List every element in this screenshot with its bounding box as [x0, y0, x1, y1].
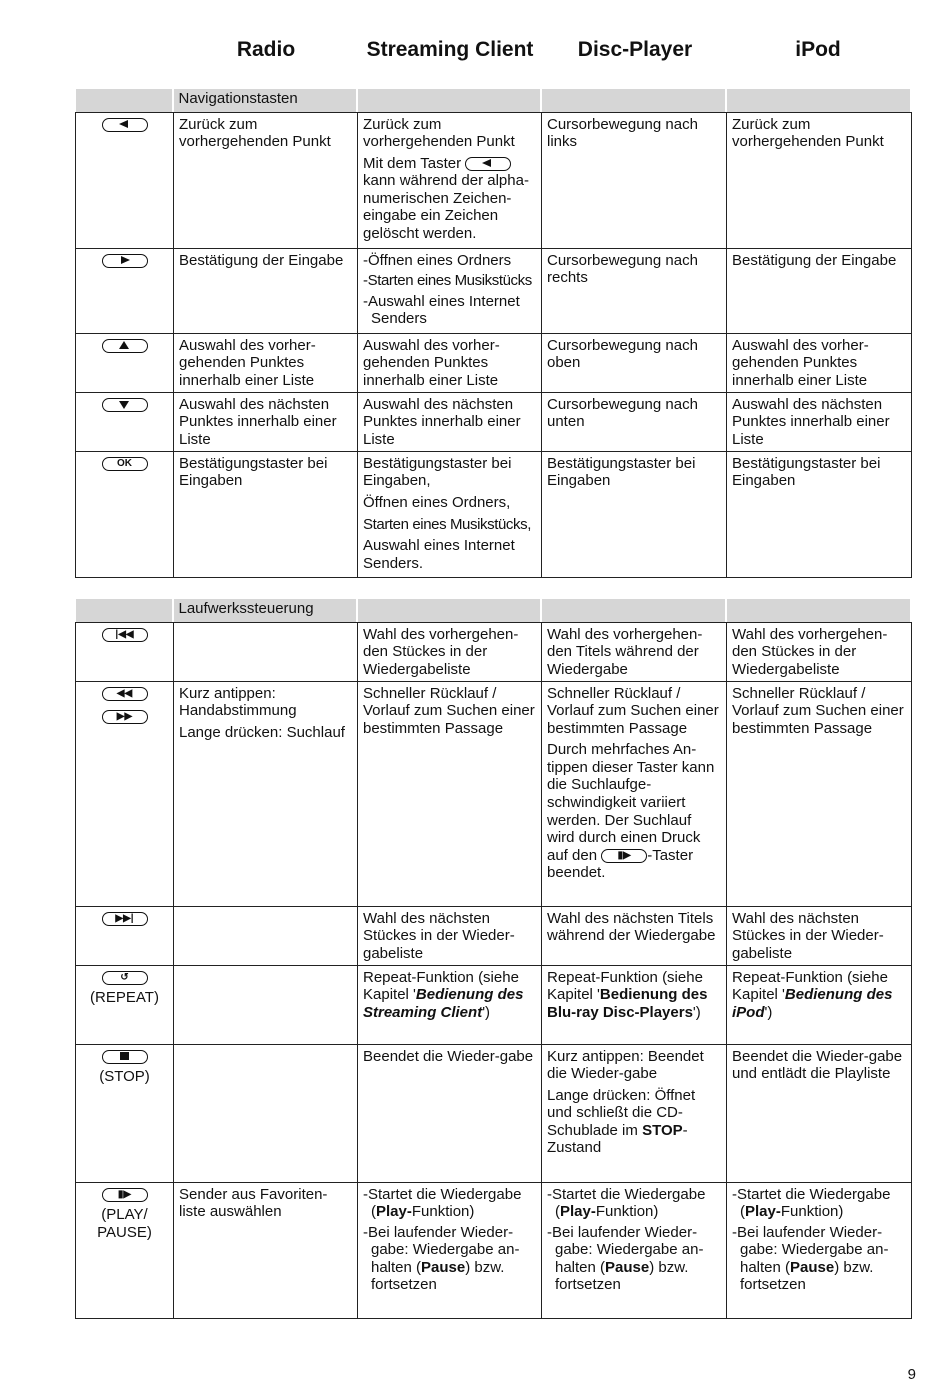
cell-radio: Sender aus Favoriten-liste auswählen [174, 1182, 358, 1318]
header-ipod: iPod [795, 38, 841, 61]
down-arrow-key-icon [102, 398, 148, 412]
navigation-table [75, 89, 912, 578]
play-pause-key-icon: ▮▶ [102, 1188, 148, 1202]
cell-disc: Cursorbewegung nach links [542, 112, 727, 248]
drive-control-table [75, 599, 912, 1319]
table-row-up [76, 333, 912, 392]
cell-ipod: Auswahl des vorher-gehenden Punktes innerhalb einer Liste [727, 333, 912, 392]
section-title: Laufwerkssteuerung [174, 599, 358, 622]
cell-streaming: Repeat-Funktion (siehe Kapitel 'Bedienung des Streaming Client') [358, 965, 542, 1044]
cell-streaming: -Öffnen eines Ordners -Starten eines Musikstücks -Auswahl eines Internet Senders [358, 248, 542, 333]
table-row-play: ▮▶ (PLAY/ PAUSE) Sender aus Favoriten-liste auswählen -Startet die Wiedergabe (Play-Funktion) -Bei laufender Wieder-gabe: Wiedergabe an-halten (Pause) bzw. fortsetzen -Startet die Wiedergabe (Play-Funktion) -Bei laufender Wieder-gabe: Wiedergabe an-halten (Pause) bzw. fortsetzen -Startet die Wiedergabe (Play-Funktion) -Bei laufender Wieder-gabe: Wiedergabe an-halten (Pause) bzw. fortsetzen [76, 1182, 912, 1318]
cell-ipod: Beendet die Wieder-gabe und entlädt die Playliste [727, 1044, 912, 1182]
cell-ipod: Zurück zum vorhergehenden Punkt [727, 112, 912, 248]
cell-streaming: Wahl des vorhergehen-den Stückes in der Wiedergabeliste [358, 622, 542, 681]
cell-disc: Cursorbewegung nach oben [542, 333, 727, 392]
cell-radio: Kurz antippen: Handabstimmung Lange drücken: Suchlauf [174, 681, 358, 906]
cell-streaming: Wahl des nächsten Stückes in der Wieder-gabeliste [358, 906, 542, 965]
cell-streaming: Zurück zum vorhergehenden Punkt Mit dem Taster kann während der alpha-numerischen Zeichen-eingabe ein Zeichen gelöscht werden. [358, 112, 542, 248]
ok-key-icon: OK [102, 457, 148, 471]
header-disc-player: Disc-Player [577, 38, 693, 61]
up-arrow-key-icon [102, 339, 148, 353]
cell-radio: Bestätigungstaster bei Eingaben [174, 451, 358, 577]
header-radio: Radio [236, 38, 296, 61]
rewind-key-icon: ◀◀ [102, 687, 148, 701]
cell-disc: Bestätigungstaster bei Eingaben [542, 451, 727, 577]
left-arrow-key-icon [102, 118, 148, 132]
table-row-prev [76, 622, 912, 681]
cell-streaming: Schneller Rücklauf / Vorlauf zum Suchen einer bestimmten Passage [358, 681, 542, 906]
repeat-key-icon: ↺ [102, 971, 148, 985]
right-arrow-key-icon [102, 254, 148, 268]
cell-ipod: Schneller Rücklauf / Vorlauf zum Suchen einer bestimmten Passage [727, 681, 912, 906]
cell-radio: Bestätigung der Eingabe [174, 248, 358, 333]
cell-streaming: -Startet die Wiedergabe (Play-Funktion) -Bei laufender Wieder-gabe: Wiedergabe an-halten (Pause) bzw. fortsetzen [358, 1182, 542, 1318]
cell-streaming: Beendet die Wieder-gabe [358, 1044, 542, 1182]
table-row-next [76, 906, 912, 965]
cell-radio [174, 906, 358, 965]
stop-key-icon [102, 1050, 148, 1064]
cell-streaming: Auswahl des vorher-gehenden Punktes innerhalb einer Liste [358, 333, 542, 392]
table-row-left [76, 112, 912, 248]
cell-ipod: -Startet die Wiedergabe (Play-Funktion) -Bei laufender Wieder-gabe: Wiedergabe an-halten (Pause) bzw. fortsetzen [727, 1182, 912, 1318]
skip-forward-key-icon: ▶▶| [102, 912, 148, 926]
header-streaming-client: Streaming Client [366, 38, 534, 61]
cell-disc: Cursorbewegung nach unten [542, 392, 727, 451]
cell-disc: Schneller Rücklauf / Vorlauf zum Suchen einer bestimmten Passage Durch mehrfaches An-tippen dieser Taster kann die Suchlaufge-schwindigkeit variiert werden. Der Suchlauf wird durch einen Druck auf den ▮▶ -Taster beendet. [542, 681, 727, 906]
cell-radio [174, 965, 358, 1044]
cell-ipod: Wahl des nächsten Stückes in der Wieder-gabeliste [727, 906, 912, 965]
left-arrow-key-icon [465, 157, 511, 171]
cell-disc: Wahl des nächsten Titels während der Wiedergabe [542, 906, 727, 965]
table-row-stop: (STOP) Beendet die Wieder-gabe Kurz antippen: Beendet die Wieder-gabe Lange drücken: Öffnet und schließt die CD-Schublade im STOP-Zustand Beendet die Wieder-gabe und entlädt die Playliste [76, 1044, 912, 1182]
cell-disc: Cursorbewegung nach rechts [542, 248, 727, 333]
skip-back-key-icon: |◀◀ [102, 628, 148, 642]
cell-ipod: Auswahl des nächsten Punktes innerhalb einer Liste [727, 392, 912, 451]
table-row-ok [76, 451, 912, 577]
cell-streaming: Bestätigungstaster bei Eingaben, Öffnen eines Ordners, Starten eines Musikstücks, Auswahl eines Internet Senders. [358, 451, 542, 577]
cell-disc: Kurz antippen: Beendet die Wieder-gabe Lange drücken: Öffnet und schließt die CD-Schublade im STOP-Zustand [542, 1044, 727, 1182]
cell-ipod: Wahl des vorhergehen-den Stückes in der Wiedergabeliste [727, 622, 912, 681]
cell-disc: Wahl des vorhergehen-den Titels während der Wiedergabe [542, 622, 727, 681]
table-row-down [76, 392, 912, 451]
cell-ipod: Bestätigungstaster bei Eingaben [727, 451, 912, 577]
fast-forward-key-icon: ▶▶ [102, 710, 148, 724]
section-header-drive [76, 599, 912, 622]
page-number: 9 [907, 1366, 916, 1383]
cell-radio: Auswahl des vorher-gehenden Punktes innerhalb einer Liste [174, 333, 358, 392]
table-row-right [76, 248, 912, 333]
cell-streaming: Auswahl des nächsten Punktes innerhalb einer Liste [358, 392, 542, 451]
cell-radio [174, 1044, 358, 1182]
play-pause-key-icon: ▮▶ [601, 849, 647, 863]
section-header-navigation [76, 89, 912, 112]
cell-ipod: Bestätigung der Eingabe [727, 248, 912, 333]
section-title: Navigationstasten [174, 89, 358, 112]
cell-disc: Repeat-Funktion (siehe Kapitel 'Bedienung des Blu-ray Disc-Players') [542, 965, 727, 1044]
cell-radio: Auswahl des nächsten Punktes innerhalb einer Liste [174, 392, 358, 451]
cell-radio: Zurück zum vorhergehenden Punkt [174, 112, 358, 248]
table-row-repeat: ↺ (REPEAT) Repeat-Funktion (siehe Kapitel 'Bedienung des Streaming Client') Repeat-Funktion (siehe Kapitel 'Bedienung des Blu-ray Disc-Players') Repeat-Funktion (siehe Kapitel 'Bedienung des iPod') [76, 965, 912, 1044]
cell-radio [174, 622, 358, 681]
cell-ipod: Repeat-Funktion (siehe Kapitel 'Bedienung des iPod') [727, 965, 912, 1044]
cell-disc: -Startet die Wiedergabe (Play-Funktion) -Bei laufender Wieder-gabe: Wiedergabe an-halten (Pause) bzw. fortsetzen [542, 1182, 727, 1318]
table-row-seek [76, 681, 912, 906]
